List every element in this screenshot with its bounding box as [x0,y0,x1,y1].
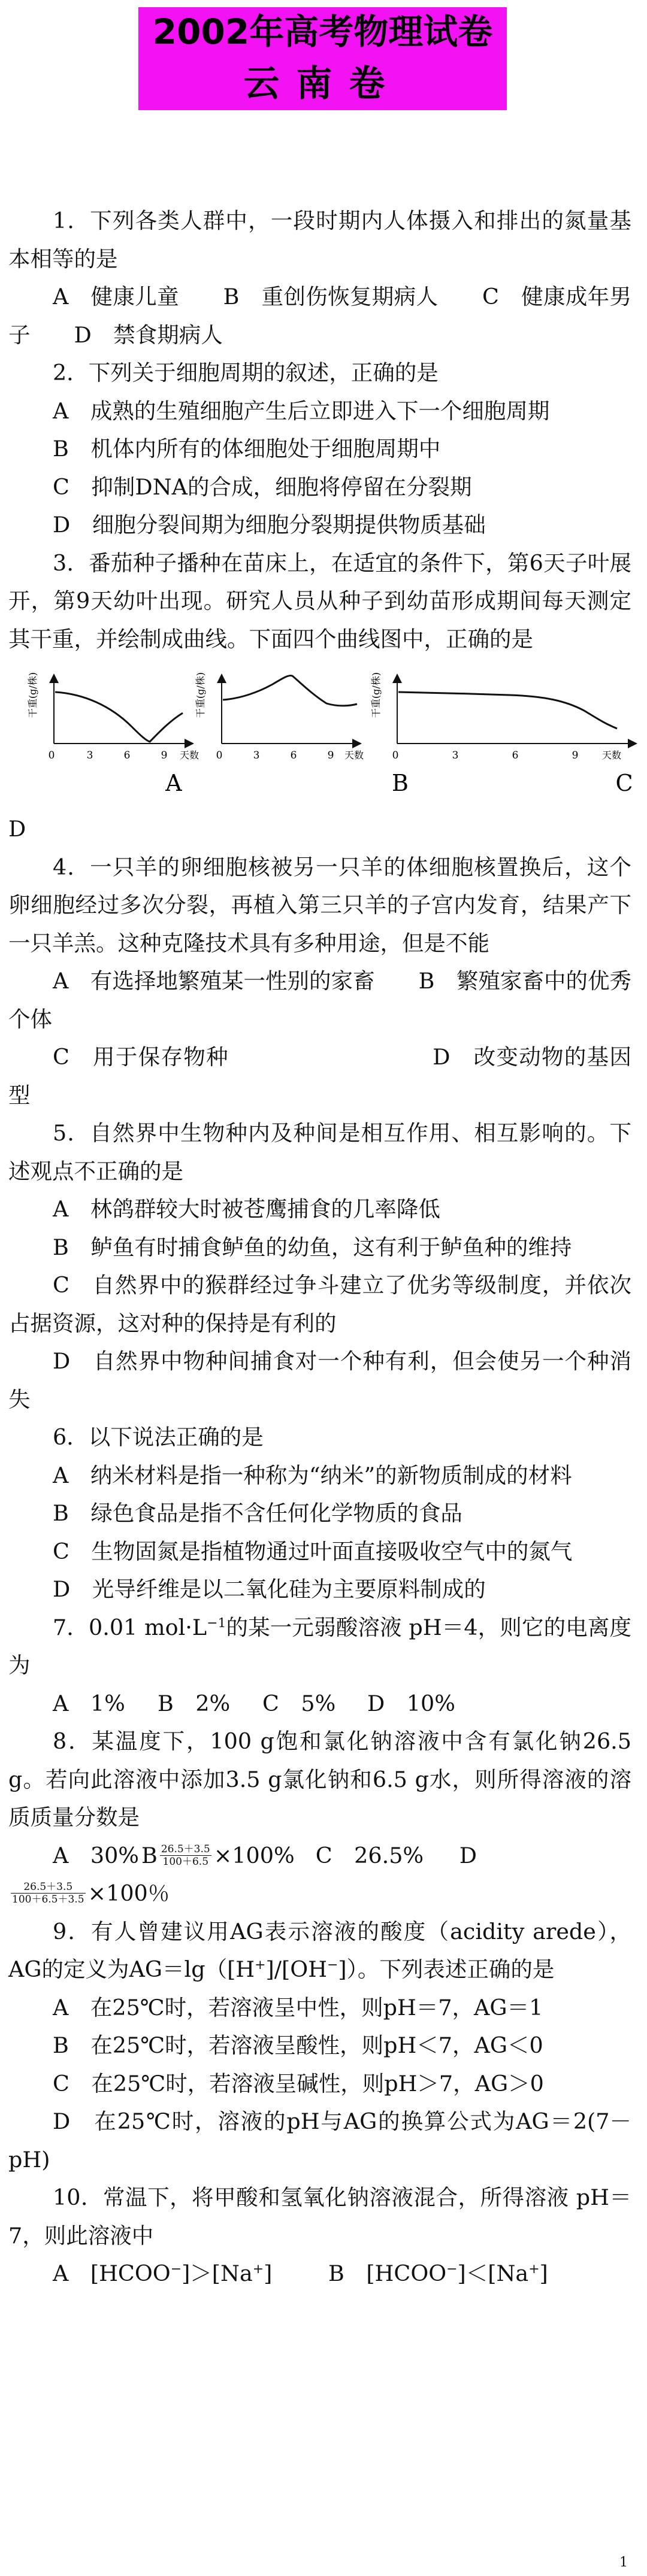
question-2-option-c: C 抑制DNA的合成，细胞将停留在分裂期 [53,474,472,500]
question-7-stem [8,1609,631,1685]
fraction-denominator: 100＋6.5＋3.5 [12,1894,84,1906]
panel-a-tick-6: 6 [123,750,131,761]
panel-c-label: C [615,770,633,796]
question-1-stem: 1．下列各类人群中，一段时期内人体摄入和排出的氮量基本相等的是 [8,208,631,272]
fraction-numerator: 26.5＋3.5 [161,1843,210,1855]
question-4-stem: 4．一只羊的卵细胞核被另一只羊的体细胞核置换后，这个卵细胞经过多次分裂，再植入第三只羊的子宫内发育，结果产下一只羊羔。这种克隆技术具有多种用途，但是不能 [8,854,631,956]
q7-superscript: −1 [207,1615,226,1631]
curve-panel-a [27,672,199,796]
q8-option-d-label: D [459,1842,477,1868]
question-10-stem: 10．常温下，将甲酸和氢氧化钠溶液混合，所得溶液 pH＝7，则此溶液中 [8,2184,631,2249]
question-5-option-d: D 自然界中物种间捕食对一个种有利，但会使另一个种消失 [8,1348,631,1412]
fraction-denominator: 100＋6.5 [162,1855,209,1868]
question-9-option-c: C 在25℃时，若溶液呈碱性，则pH＞7，AG＞0 [53,2070,544,2096]
q7-stem-part: 的某一元弱酸溶液 pH＝4，则它的电离度为 [8,1614,631,1678]
question-6-option-d: D 光导纤维是以二氧化硅为主要原料制成的 [53,1576,486,1602]
panel-b-ylabel: 干重(g/株) [195,672,206,718]
question-5-stem: 5．自然界中生物种内及种间是相互作用、相互影响的。下述观点不正确的是 [8,1120,631,1184]
question-4-options-cd: C 用于保存物种 D 改变动物的基因型 [8,1044,631,1108]
panel-c-xlabel: 天数 [602,750,622,761]
question-2-option-d: D 细胞分裂间期为细胞分裂期提供物质基础 [53,512,486,538]
question-3-stem: 3．番茄种子播种在苗床上，在适宜的条件下，第6天子叶展开，第9天幼叶出现。研究人员从种子到幼苗形成期间每天测定其干重，并绘制成曲线。下面四个曲线图中，正确的是 [8,550,631,652]
q10-b-sup: − [446,2261,458,2277]
panel-c-ylabel: 干重(g/株) [370,672,382,718]
q9-superscript: − [327,1957,338,1973]
page-subtitle: 云南卷 [243,63,402,105]
q9-superscript: + [255,1957,266,1973]
panel-c-tick-6: 6 [512,750,519,761]
panel-b-tick-3: 3 [253,750,260,761]
question-list [8,202,631,2293]
question-9-option-d: D 在25℃时，溶液的pH与AG的换算公式为AG＝2(7－pH) [8,2108,631,2173]
panel-a-label: A [165,770,182,796]
question-5-option-c: C 自然界中的猴群经过争斗建立了优劣等级制度，并依次占据资源，这对种的保持是有利的 [8,1272,631,1336]
question-3-option-d-label: D [8,816,26,842]
q7-option-b: B 2% [158,1690,231,1716]
q8-option-d-fraction [11,1881,86,1906]
panel-b-label: B [392,770,409,796]
question-6-option-a: A 纳米材料是指一种称为“纳米”的新物质制成的材料 [53,1462,572,1488]
q8-option-a: A 30% [53,1842,139,1868]
panel-b-xlabel: 天数 [344,750,364,761]
q10-a-sup: − [170,2261,182,2277]
q7-option-c: C 5% [262,1690,336,1716]
question-10-options [8,2255,631,2293]
question-8-stem: 8．某温度下，100 g饱和氯化钠溶液中含有氯化钠26.5 g。若向此溶液中添加3.5 g氯化钠和6.5 g水，则所得溶液的溶质质量分数是 [8,1728,631,1830]
q8-option-b-suffix: ×100% [213,1842,295,1868]
panel-b-tick-0: 0 [216,750,223,761]
question-6-option-b: B 绿色食品是指不含任何化学物质的食品 [53,1500,462,1526]
q10-option-a [53,2255,328,2293]
q8-option-b-fraction [160,1843,211,1868]
q7-option-a: A 1% [53,1690,125,1716]
panel-c-tick-3: 3 [452,750,459,761]
panel-a-tick-3: 3 [86,750,93,761]
q10-b-part: ] [539,2261,548,2286]
q10-a-part: A [HCOO [53,2261,171,2286]
panel-a-tick-0: 0 [48,750,55,761]
q10-b-part: B [HCOO [328,2261,447,2286]
q9-stem-part: 9．有人曾建议用AG表示溶液的酸度（acidity arede），AG的定义为AG＝lg（[H [8,1918,631,1982]
q9-stem-part: ]/[OH [265,1956,328,1982]
question-9-option-a: A 在25℃时，若溶液呈中性，则pH＝7，AG＝1 [53,1994,543,2020]
panel-c-tick-0: 0 [392,750,399,761]
question-6-stem: 6．以下说法正确的是 [53,1424,264,1450]
q10-option-b [328,2255,548,2293]
question-5-option-b: B 鲈鱼有时捕食鲈鱼的幼鱼，这有利于鲈鱼种的维持 [53,1234,572,1260]
curve-panel-c [370,672,635,796]
question-1-options: A 健康儿童 B 重创伤恢复期病人 C 健康成年男子 D 禁食期病人 [8,284,631,348]
question-4-options-ab: A 有选择地繁殖某一性别的家畜 B 繁殖家畜中的优秀个体 [8,968,631,1032]
q10-b-sup: + [528,2261,540,2277]
question-5-option-a: A 林鸽群较大时被苍鹰捕食的几率降低 [53,1196,440,1222]
q8-option-b-label: B [141,1842,158,1868]
fraction-numerator: 26.5＋3.5 [11,1881,86,1894]
q9-stem-part: ]）。下列表述正确的是 [338,1956,555,1982]
panel-b-tick-6: 6 [290,750,297,761]
question-8-options [8,1837,631,1875]
q8-option-c: C 26.5% [315,1842,424,1868]
q10-a-sup: + [252,2261,264,2277]
page-title: 2002年高考物理试卷 [152,11,493,52]
question-2-option-a: A 成熟的生殖细胞产生后立即进入下一个细胞周期 [53,398,550,424]
question-9-stem [8,1913,631,1989]
q10-a-part: ] [264,2261,273,2286]
q10-a-part: ]＞[Na [182,2261,253,2286]
question-2-stem: 2．下列关于细胞周期的叙述，正确的是 [53,360,439,386]
q7-option-d: D 10% [367,1690,455,1716]
panel-b-tick-9: 9 [327,750,334,761]
panel-c-tick-9: 9 [572,750,579,761]
panel-a-ylabel: 干重(g/株) [27,672,38,718]
question-3-figure [8,658,631,810]
question-7-options [8,1685,631,1723]
question-8-option-d [8,1874,631,1913]
page-number: 1 [619,2555,628,2570]
panel-a-tick-9: 9 [161,750,168,761]
q10-b-part: ]＜[Na [457,2261,529,2286]
q7-stem-part: 7．0.01 mol·L [53,1614,207,1640]
question-2-option-b: B 机体内所有的体细胞处于细胞周期中 [53,436,441,462]
question-9-option-b: B 在25℃时，若溶液呈酸性，则pH＜7，AG＜0 [53,2032,543,2058]
panel-a-xlabel: 天数 [180,750,199,761]
q8-option-d-suffix: ×100％ [87,1880,170,1906]
question-6-option-c: C 生物固氮是指植物通过叶面直接吸收空气中的氮气 [53,1538,573,1564]
